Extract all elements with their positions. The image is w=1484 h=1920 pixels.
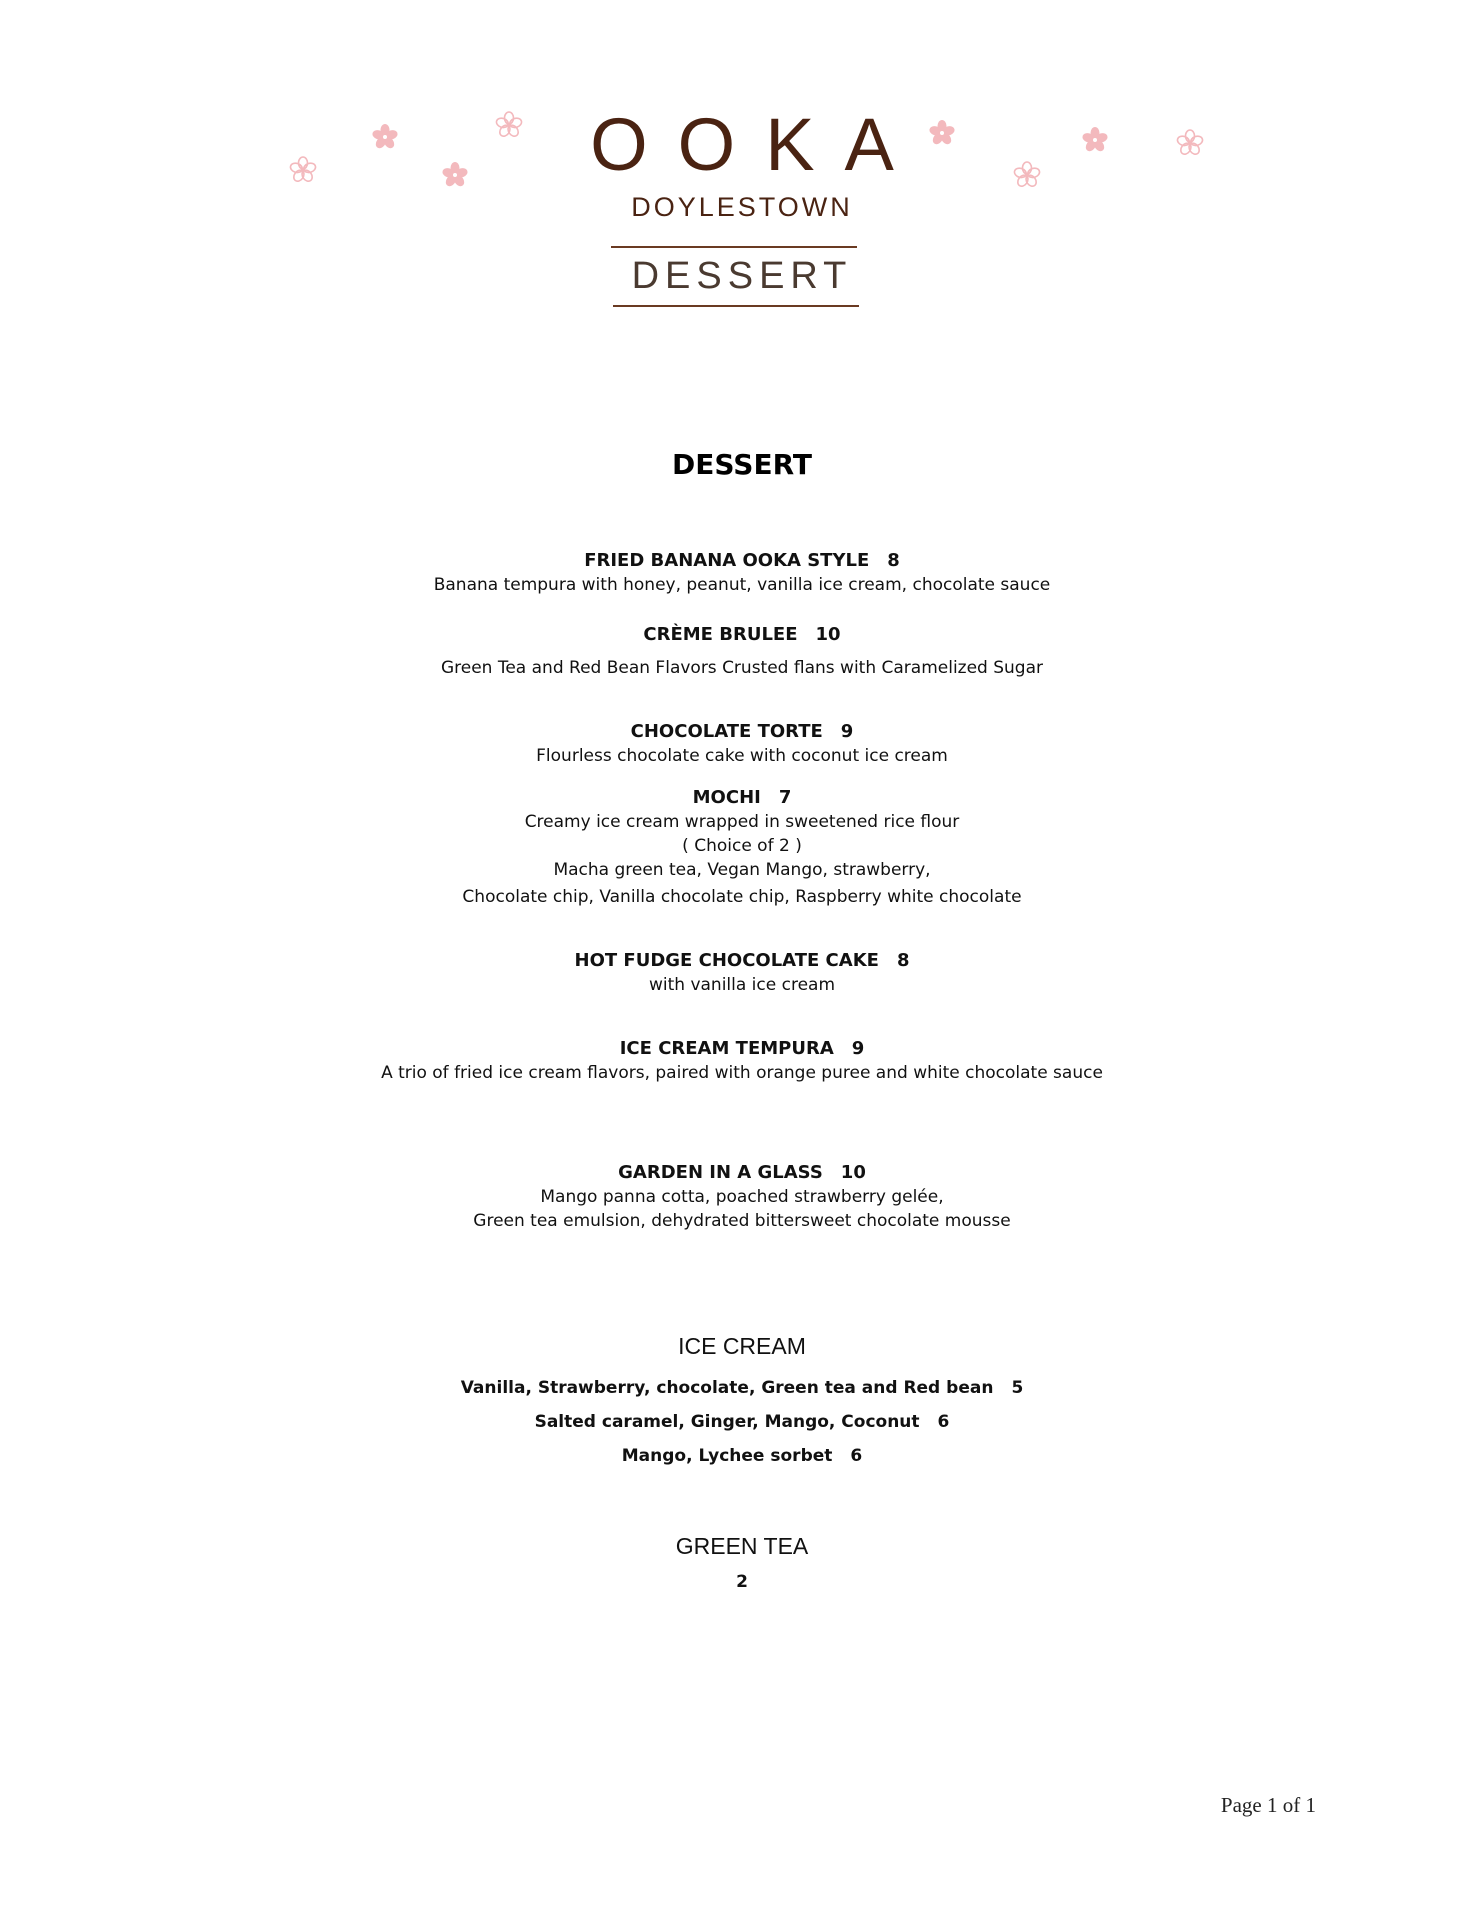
menu-item-price: 9 bbox=[851, 1038, 865, 1059]
menu-item-name: MOCHI 7 bbox=[692, 787, 792, 808]
ice-cream-price: 6 bbox=[850, 1446, 863, 1466]
ice-cream-price: 5 bbox=[1011, 1378, 1024, 1398]
menu-content bbox=[0, 448, 1484, 1593]
menu-item-description: A trio of fried ice cream flavors, paired with orange puree and white chocolate sauce bbox=[381, 1063, 1103, 1083]
menu-item-description: ( Choice of 2 ) bbox=[682, 836, 802, 856]
menu-item-description: with vanilla ice cream bbox=[648, 975, 836, 995]
ice-cream-section-title: ICE CREAM bbox=[678, 1333, 806, 1359]
header-section-label: DESSERT bbox=[631, 255, 853, 297]
page-number: Page 1 of 1 bbox=[1220, 1793, 1316, 1817]
menu-item-name: FRIED BANANA OOKA STYLE 8 bbox=[584, 550, 900, 571]
menu-item-description: Banana tempura with honey, peanut, vanilla ice cream, chocolate sauce bbox=[433, 575, 1051, 595]
ice-cream-line: Vanilla, Strawberry, chocolate, Green tea and Red bean 5 bbox=[460, 1378, 1024, 1398]
menu-item bbox=[0, 949, 1484, 997]
menu-item-name: CHOCOLATE TORTE 9 bbox=[630, 721, 854, 742]
ice-cream-line: Salted caramel, Ginger, Mango, Coconut 6 bbox=[534, 1412, 950, 1432]
menu-item bbox=[0, 1161, 1484, 1233]
menu-item-name: GARDEN IN A GLASS 10 bbox=[618, 1162, 866, 1183]
menu-item-price: 10 bbox=[840, 1162, 866, 1183]
green-tea-section-title: GREEN TEA bbox=[675, 1533, 809, 1559]
menu-item-name: ICE CREAM TEMPURA 9 bbox=[619, 1038, 865, 1059]
menu-item-name: HOT FUDGE CHOCOLATE CAKE 8 bbox=[574, 950, 910, 971]
menu-item-description: Green tea emulsion, dehydrated bittersweet chocolate mousse bbox=[473, 1211, 1011, 1231]
divider bbox=[613, 305, 859, 307]
ice-cream-price: 6 bbox=[937, 1412, 950, 1432]
menu-item-price: 10 bbox=[815, 624, 841, 645]
green-tea-price: 2 bbox=[736, 1572, 748, 1592]
menu-item-price: 9 bbox=[840, 721, 854, 742]
menu-item-price: 8 bbox=[887, 550, 900, 571]
page-title: DESSERT bbox=[672, 448, 812, 481]
ice-cream-line: Mango, Lychee sorbet 6 bbox=[621, 1446, 863, 1466]
menu-item bbox=[0, 786, 1484, 909]
menu-item-description: Macha green tea, Vegan Mango, strawberry, bbox=[553, 860, 931, 880]
menu-item-description: Chocolate chip, Vanilla chocolate chip, Raspberry white chocolate bbox=[462, 887, 1022, 907]
menu-item bbox=[0, 623, 1484, 680]
location-name: DOYLESTOWN bbox=[631, 192, 853, 222]
menu-item-description: Green Tea and Red Bean Flavors Crusted flans with Caramelized Sugar bbox=[440, 658, 1044, 678]
divider bbox=[611, 246, 857, 248]
menu-item bbox=[0, 1037, 1484, 1085]
menu-item-name: CRÈME BRULEE 10 bbox=[643, 624, 841, 645]
menu-item bbox=[0, 720, 1484, 768]
menu-item-description: Flourless chocolate cake with coconut ice cream bbox=[536, 746, 948, 766]
menu-item-description: Creamy ice cream wrapped in sweetened rice flour bbox=[524, 812, 960, 832]
brand-name: OOKA bbox=[590, 103, 924, 186]
menu-item-price: 7 bbox=[778, 787, 792, 808]
menu-item-description: Mango panna cotta, poached strawberry gelée, bbox=[540, 1187, 944, 1207]
restaurant-logo bbox=[0, 103, 1484, 223]
menu-item bbox=[0, 549, 1484, 597]
menu-item-price: 8 bbox=[896, 950, 910, 971]
